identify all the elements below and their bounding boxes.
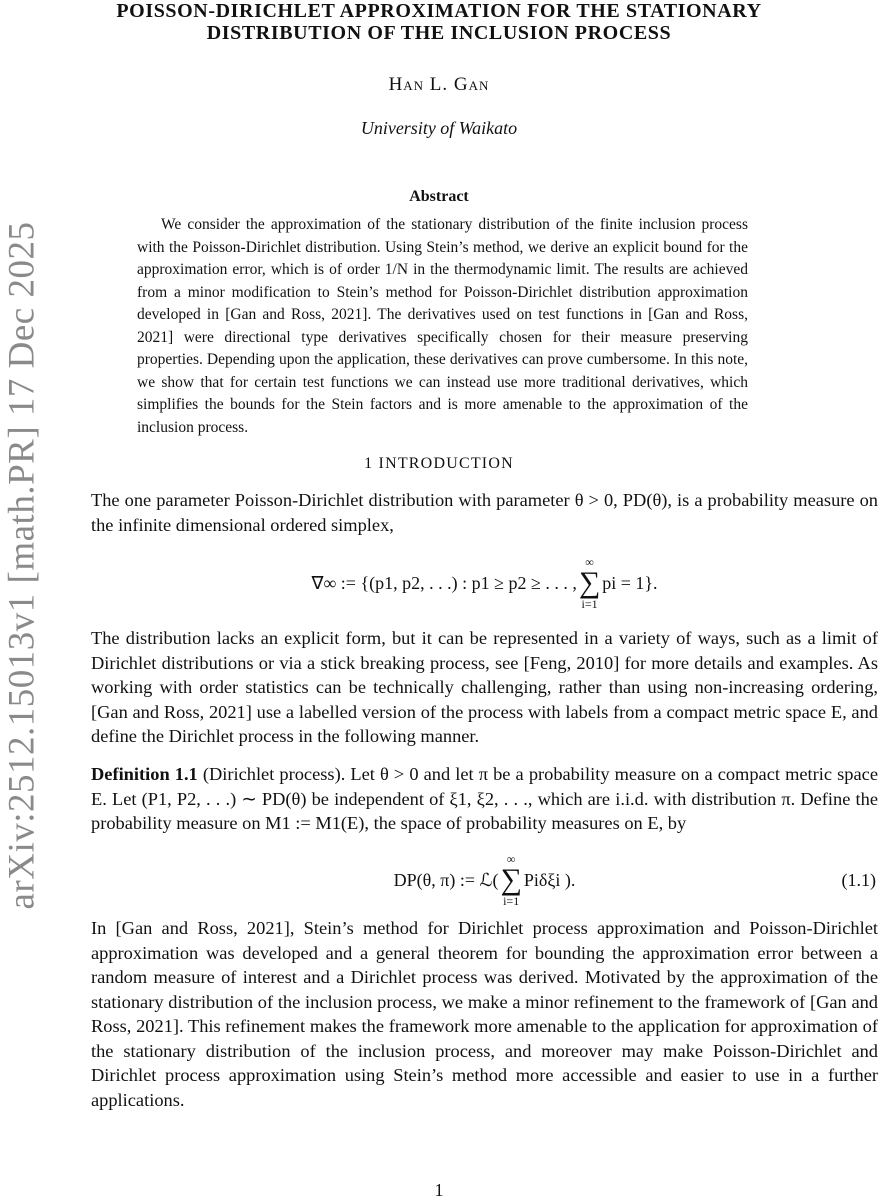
arxiv-stamp-text: arXiv:2512.15013v1 [math.PR] 17 Dec 2025	[1, 221, 43, 909]
definition-text: (Dirichlet process). Let θ > 0 and let π be a probability measure on a compact metric space E. Let (P1, P2, . . .) ∼ PD(θ) be independent of ξ1, ξ2, . . ., which are i.i.d. with distribution π. Define the probability measure on M1 := M1(E), the space of probability measures on E, by	[91, 764, 878, 833]
paper-title-line-2: DISTRIBUTION OF THE INCLUSION PROCESS	[206, 22, 672, 44]
equation-number: (1.1)	[841, 869, 876, 890]
abstract-text: We consider the approximation of the stationary distribution of the finite inclusion process with the Poisson-Dirichlet distribution. Using Stein’s method, we derive an explicit bound for the approximation error, which is of order 1/N in the thermodynamic limit. The results are achieved from a minor modification to Stein’s method for Poisson-Dirichlet distribution approximation developed in [Gan and Ross, 2021]. The derivatives used on test functions in [Gan and Ross, 2021] were directional type derivatives specifically chosen for their measure preserving properties. Depending upon the application, these derivatives can prove cumbersome. In this note, we show that for certain test functions we can instead use more traditional derivatives, which simplifies the bounds for the Stein factors and is more amenable to the approximation of the inclusion process.	[137, 216, 748, 436]
summation-symbol	[500, 853, 521, 907]
equation-dp-rhs: Piδξi ).	[523, 869, 576, 890]
sum-upper-limit: ∞	[585, 555, 594, 569]
sum-lower-limit: i=1	[503, 894, 520, 908]
page-number: 1	[434, 1180, 444, 1200]
arxiv-stamp	[2, 220, 42, 910]
intro-paragraph-3: In [Gan and Ross, 2021], Stein’s method for Dirichlet process approximation and Poisson-Dirichlet approximation was developed and a general theorem for bounding the approximation error between a random measure of interest and a Dirichlet process was derived. Motivated by the approximation of the stationary distribution of the inclusion process, we make a minor refinement to the framework of [Gan and Ross, 2021]. This refinement makes the framework more amenable to the application for approximation of the stationary distribution of the inclusion process, and moreover may make Poisson-Dirichlet and Dirichlet process approximation using Stein’s method more accessible and easier to use in a further applications.	[91, 918, 878, 1110]
definition-label: Definition 1.1	[91, 764, 198, 784]
equation-simplex-lhs: ∇∞ := {(p1, p2, . . .) : p1 ≥ p2 ≥ . . . ,	[311, 572, 577, 593]
equation-dirichlet-process	[91, 848, 878, 912]
intro-paragraph-2: The distribution lacks an explicit form, but it can be represented in a variety of ways, such as a limit of Dirichlet distributions or via a stick breaking process, see [Feng, 2010] for more details and examples. As working with order statistics can be technically challenging, rather than using non-increasing ordering, [Gan and Ross, 2021] use a labelled version of the process with labels from a compact metric space E, and define the Dirichlet process in the following manner.	[91, 628, 878, 746]
intro-paragraph-1: The one parameter Poisson-Dirichlet distribution with parameter θ > 0, PD(θ), is a probability measure on the infinite dimensional ordered simplex,	[91, 490, 878, 535]
definition-1-1	[91, 762, 878, 836]
section-heading-introduction: 1 INTRODUCTION	[364, 455, 514, 472]
equation-simplex-rhs: pi = 1}.	[602, 572, 658, 593]
sigma-icon: ∑	[500, 863, 522, 896]
equation-dp-lhs: DP(θ, π) := ℒ(	[393, 869, 499, 890]
abstract-heading: Abstract	[409, 188, 469, 205]
sum-upper-limit: ∞	[506, 852, 516, 866]
summation-symbol	[579, 556, 600, 610]
equation-simplex	[91, 548, 878, 618]
sigma-icon: ∑	[578, 566, 601, 599]
sum-lower-limit: i=1	[581, 597, 598, 611]
author-affiliation: University of Waikato	[360, 118, 518, 138]
paper-title-line-1: POISSON-DIRICHLET APPROXIMATION FOR THE STATIONARY	[116, 0, 762, 22]
author-name: Han L. Gan	[388, 74, 490, 95]
